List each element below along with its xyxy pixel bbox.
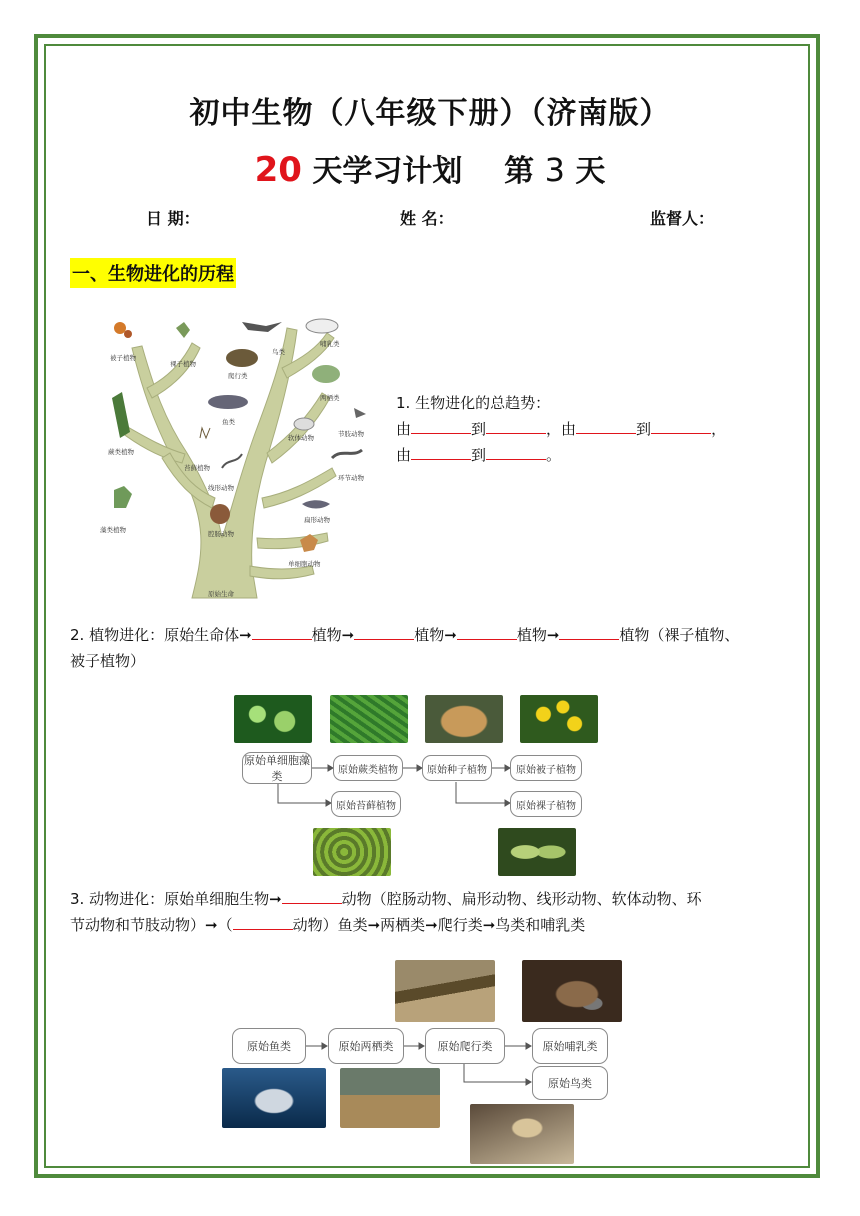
tree-label-protozoa: 单细胞动物 [288,560,321,568]
animal-lead: 3. 动物进化：原始单细胞生物➞ [70,890,282,908]
tree-label-arthropod: 节肢动物 [338,430,364,438]
flow-box-gymnosperm: 原始裸子植物 [510,791,582,817]
tree-label-coelenterate: 腔肠动物 [208,530,234,538]
tree-label-algae: 藻类植物 [100,526,126,534]
animal-line-2 [70,912,800,938]
flow-box-bird: 原始鸟类 [532,1066,608,1100]
flow-box-seed: 原始种子植物 [422,755,492,781]
period-text: 。 [546,446,562,464]
tree-label-amphibian: 两栖类 [320,394,340,402]
tree-label-fish: 鱼类 [222,418,235,426]
name-label: 姓 名： [400,209,454,228]
tree-label-flatworm: 扁形动物 [304,516,330,524]
tree-label-bird: 鸟类 [272,348,285,356]
tree-label-reptile: 爬行类 [228,372,248,380]
plant-tail: 植物（裸子植物、 [619,626,740,644]
section-heading-evolution: 一、生物进化的历程 [70,258,236,288]
animal-list: 动物（腔肠动物、扁形动物、线形动物、软体动物、环 [341,890,702,908]
tree-label-moss: 苔藓植物 [184,464,210,472]
to-text-1: 到 [471,420,487,438]
tree-label-angiosperm: 被子植物 [110,354,136,362]
flow-box-reptile: 原始爬行类 [425,1028,505,1064]
flow-box-mammal: 原始哺乳类 [532,1028,608,1064]
platypus-photo [522,960,622,1022]
ancient-fish-photo [222,1068,326,1128]
day-suffix: 天 [575,154,606,189]
page-title: 初中生物（八年级下册）（济南版） [189,96,671,131]
to-text-2: 到 [636,420,652,438]
flow-box-amphibian: 原始两栖类 [328,1028,404,1064]
plant-word: 植物➞ [414,626,457,644]
ancient-amphibian-photo [340,1068,440,1128]
tree-label-gymnosperm: 裸子植物 [170,360,196,368]
trend-heading: 1. 生物进化的总趋势： [396,394,551,412]
archaeopteryx-photo [470,1104,574,1164]
animal-line-1 [70,886,800,912]
comma-from-text: ，由 [546,420,577,438]
blank-field[interactable] [282,889,342,904]
day-number: 3 [544,151,565,189]
tree-label-mollusc: 软体动物 [288,434,314,442]
comma-text: ， [711,420,727,438]
plant-word: 植物➞ [516,626,560,644]
from-text-2: 由 [396,446,412,464]
plan-text: 天学习计划 [312,154,463,189]
flow-box-fern: 原始蕨类植物 [333,755,403,781]
flow-box-fish: 原始鱼类 [232,1028,306,1064]
crocodile-photo [395,960,495,1022]
plan-number: 20 [254,150,302,190]
animal-line2-tail: 动物）鱼类➞两栖类➞爬行类➞鸟类和哺乳类 [292,916,586,934]
tree-label-nematode: 线形动物 [208,484,234,492]
animal-line2-lead: 节动物和节肢动物）➞（ [70,916,233,934]
date-label: 日 期： [146,209,200,228]
tree-label-fern: 蕨类植物 [108,448,134,456]
from-text-1: 由 [396,420,412,438]
day-prefix: 第 [504,154,535,189]
flow-box-algae: 原始单细胞藻类 [244,754,310,783]
tree-label-mammal: 哺乳类 [320,340,340,348]
flow-box-angiosperm: 原始被子植物 [510,755,582,781]
supervisor-label: 监督人： [650,209,715,228]
animal-evolution-question [70,886,800,938]
blank-field[interactable] [233,915,293,930]
plant-word: 植物➞ [311,626,355,644]
flow-box-moss: 原始苔藓植物 [331,791,401,817]
plant-line-2: 被子植物） [70,652,146,670]
plant-lead: 2. 植物进化：原始生命体➞ [70,626,252,644]
to-text-3: 到 [471,446,487,464]
tree-label-annelid: 环节动物 [338,474,364,482]
tree-label-origin: 原始生命 [208,590,234,598]
